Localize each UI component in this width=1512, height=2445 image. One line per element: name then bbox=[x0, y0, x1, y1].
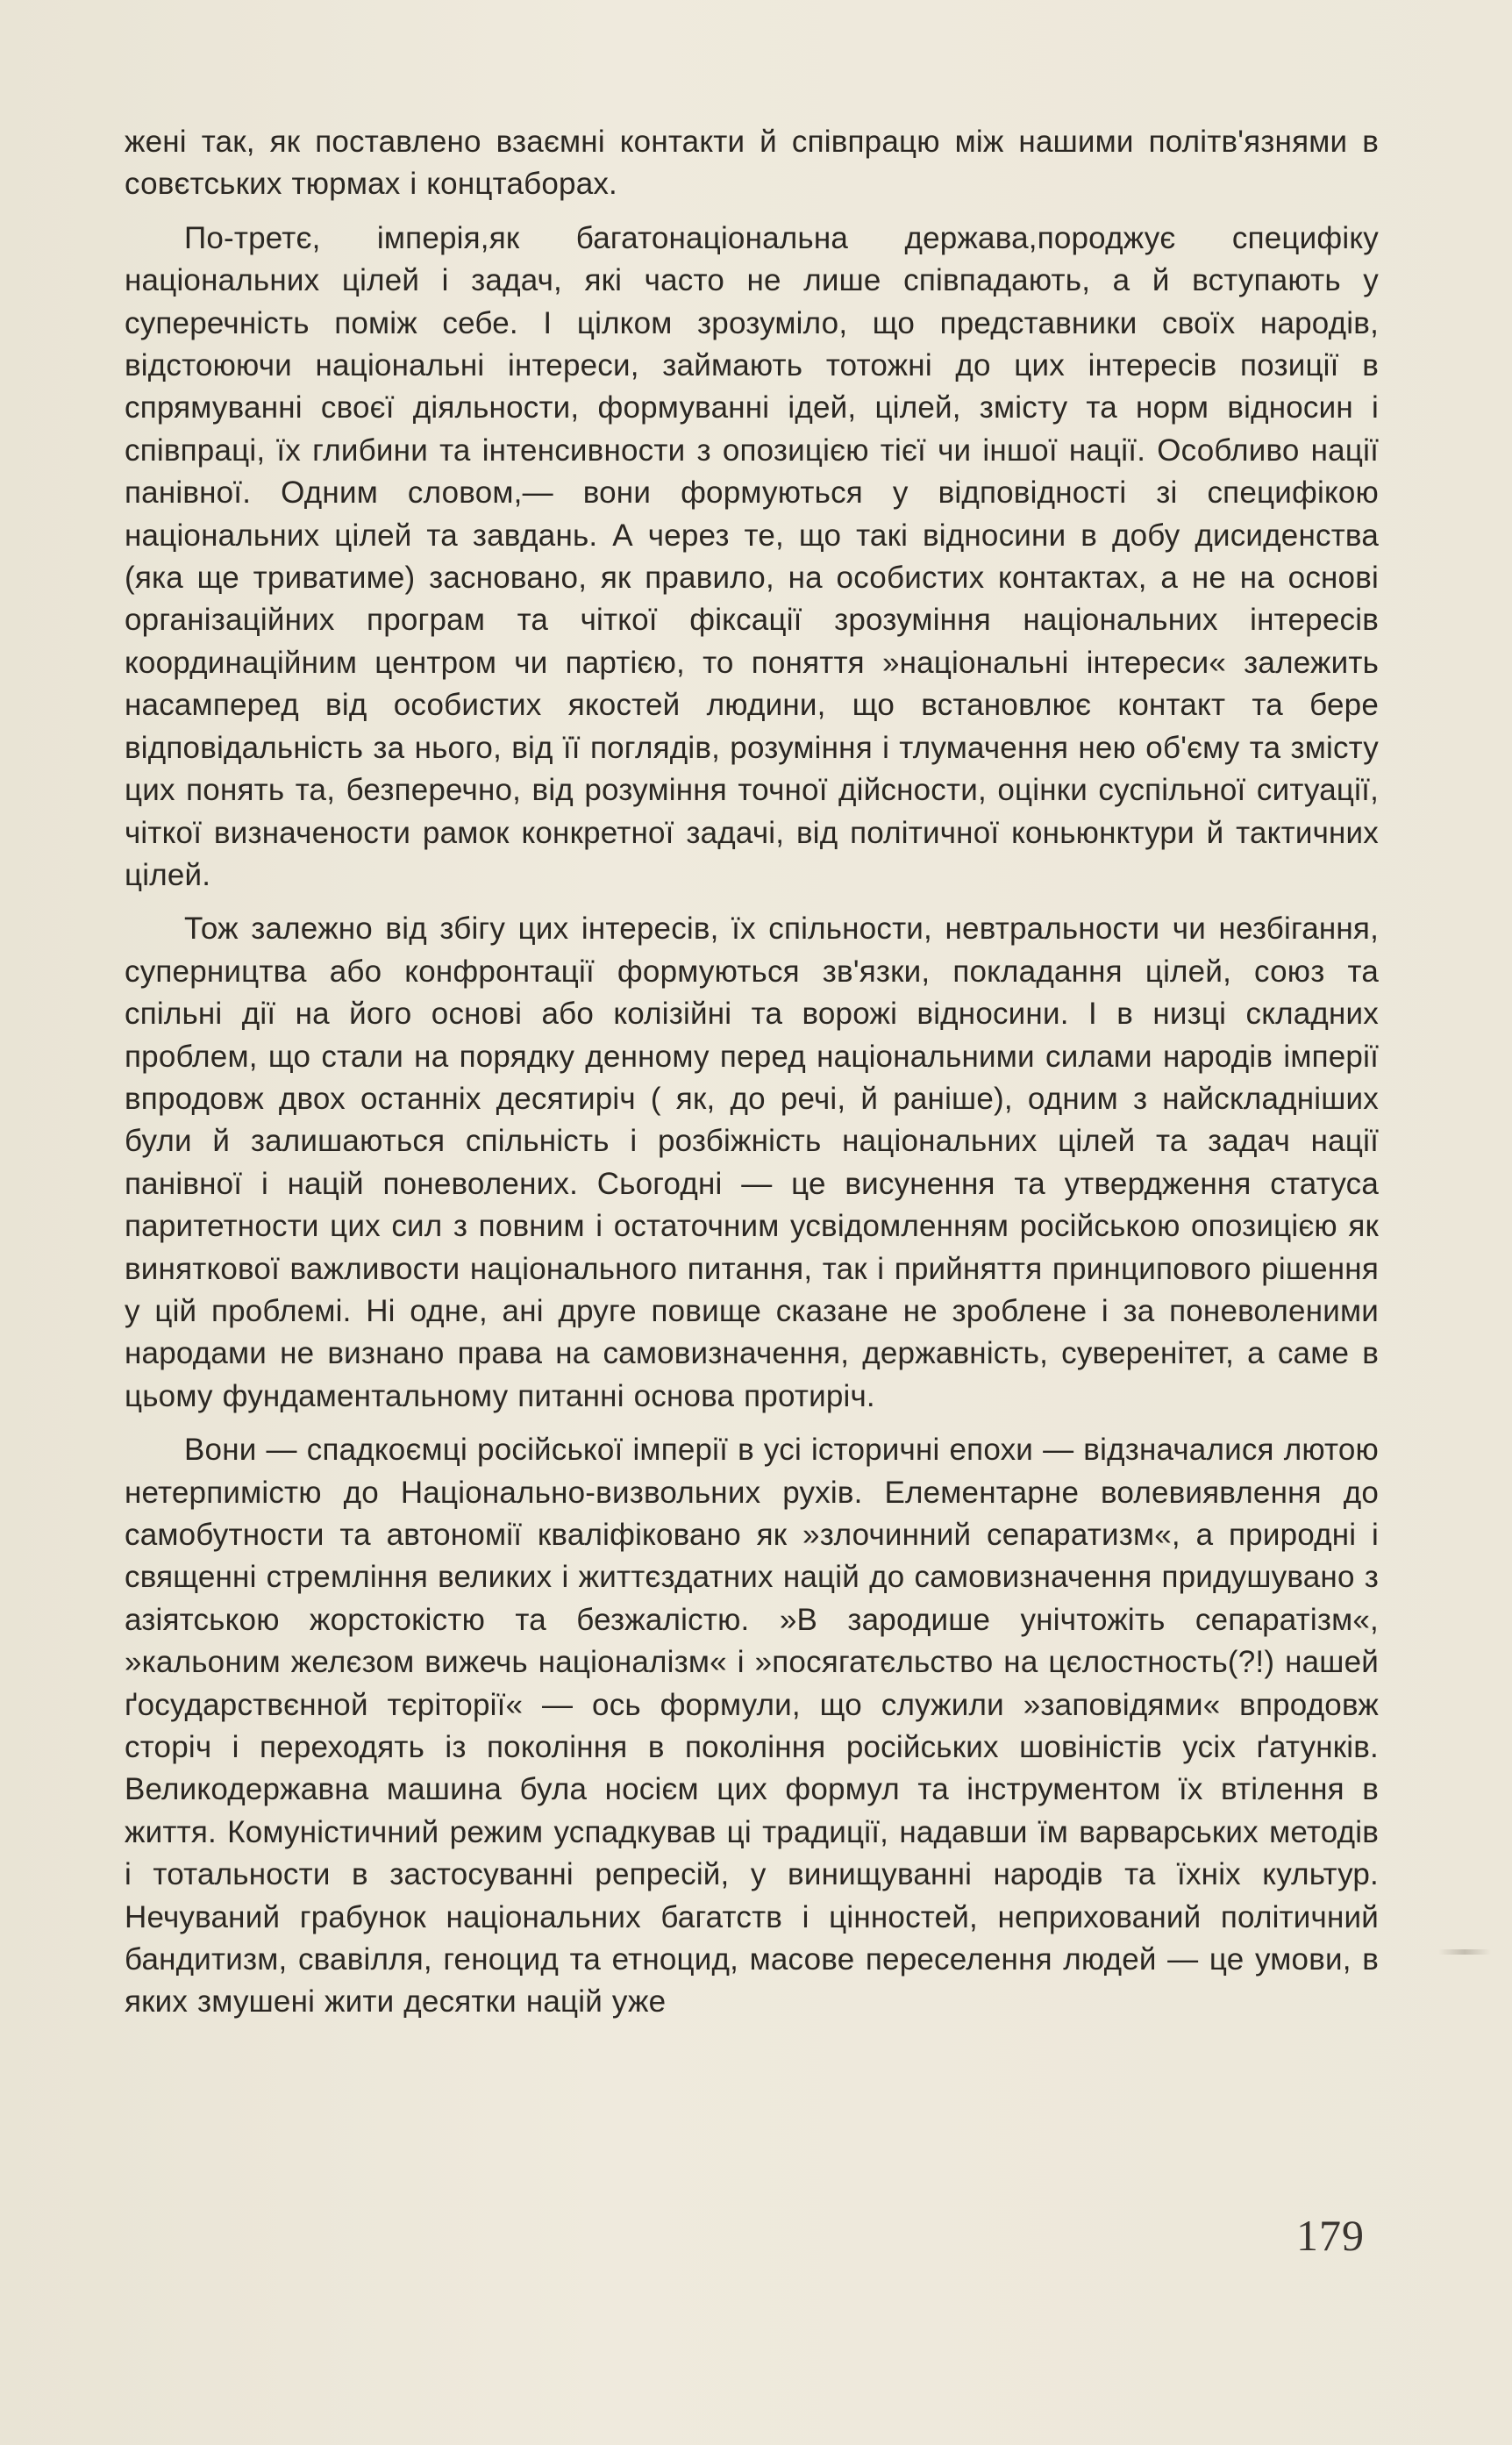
paragraph-empire-heirs: Вони — спадкоємці російської імперії в усі історичні епохи — відзначалися лютою нетерпимістю до Національно-визвольних рухів. Елементарне волевиявлення до самобутности та автономії кваліфіковано як »злочинний сепаратизм«, а природні і священні стремління великих і життєздатних націй до самовизначення придушувано з азіятською жорстокістю та безжалістю. »В зародише унічтожіть сепаратізм«, »кальоним желєзом вижечь націоналізм« і »посягатєльство на цєлостность(?!) нашей ґосударствєнной тєріторії« — ось формули, що служили »заповідями« впродовж сторіч і переходять із покоління в покоління російських шовіністів усіх ґатунків. Великодержавна машина була носієм цих формул та інструментом їх втілення в життя. Комуністичний режим успадкував ці традиції, надавши їм варварських методів і тотальности в застосуванні репресій, у винищуванні народів та їхніх культур. Нечуваний грабунок національних багатств і цінностей, неприхований політичний бандитизм, свавілля, геноцид та етноцид, масове переселення людей — це умови, в яких змушені жити десятки націй уже bbox=[125, 1433, 1379, 2020]
body-text bbox=[125, 121, 1379, 2024]
paragraph-empire-specifics: По-третє, імперія,як багатонаціональна держава,породжує специфіку національних цілей і задач, які часто не лише співпадають, а й вступають у суперечність поміж себе. І цілком зрозуміло, що представники своїх народів, відстоюючи національні інтереси, займають тотожні до цих інтересів позиції в спрямуванні своєї діяльности, формуванні ідей, цілей, змісту та норм відносин і співпраці, їх глибини та інтенсивности з опозицією тієї чи іншої нації. Особливо нації панівної. Одним словом,— вони формуються у відповідності зі специфікою національних цілей та завдань. А через те, що такі відносини в добу дисиденства (яка ще триватиме) засновано, як правило, на особистих контактах, а не на основі організаційних програм та чіткої фіксації зрозуміння національних інтересів координаційним центром чи партією, то поняття »національні інтереси« залежить насамперед від особистих якостей людини, що встановлює контакт та бере відповідальність за нього, від її поглядів, розуміння і тлумачення нею об'єму та змісту цих понять та, безперечно, від розуміння точної дійсности, оцінки суспільної ситуації, чіткої визначености рамок конкретної задачі, від політичної коньюнктури й тактичних цілей. bbox=[125, 220, 1379, 892]
page-number: 179 bbox=[1296, 2211, 1365, 2260]
scan-smudge bbox=[1438, 1949, 1491, 1955]
paragraph-interests-coincidence: Тож залежно від збігу цих інтересів, їх спільности, невтральности чи незбігання, суперництва або конфронтації формуються зв'язки, покладання цілей, союз та спільні дії на його основі або колізійні та ворожі відносини. І в низці складних проблем, що стали на порядку денному перед національними силами народів імперії впродовж двох останніх десятиріч ( як, до речі, й раніше), одним з найскладніших були й залишаються спільність і розбіжність національних цілей та задач нації панівної і націй поневолених. Сьогодні — це висунення та утвердження статуса паритетности цих сил з повним і остаточним усвідомленням російською опозицією як виняткової важливости національного питання, так і прийняття принципового рішення у цій проблемі. Ні одне, ані друге повище сказане не зроблене і за поневоленими народами не визнано права на самовизначення, державність, суверенітет, а саме в цьому фундаментальному питанні основа протиріч. bbox=[125, 912, 1379, 1413]
paragraph-continuation: жені так, як поставлено взаємні контакти й співпрацю між нашими політв'язнями в совєтських тюрмах і концтаборах. bbox=[125, 125, 1379, 202]
